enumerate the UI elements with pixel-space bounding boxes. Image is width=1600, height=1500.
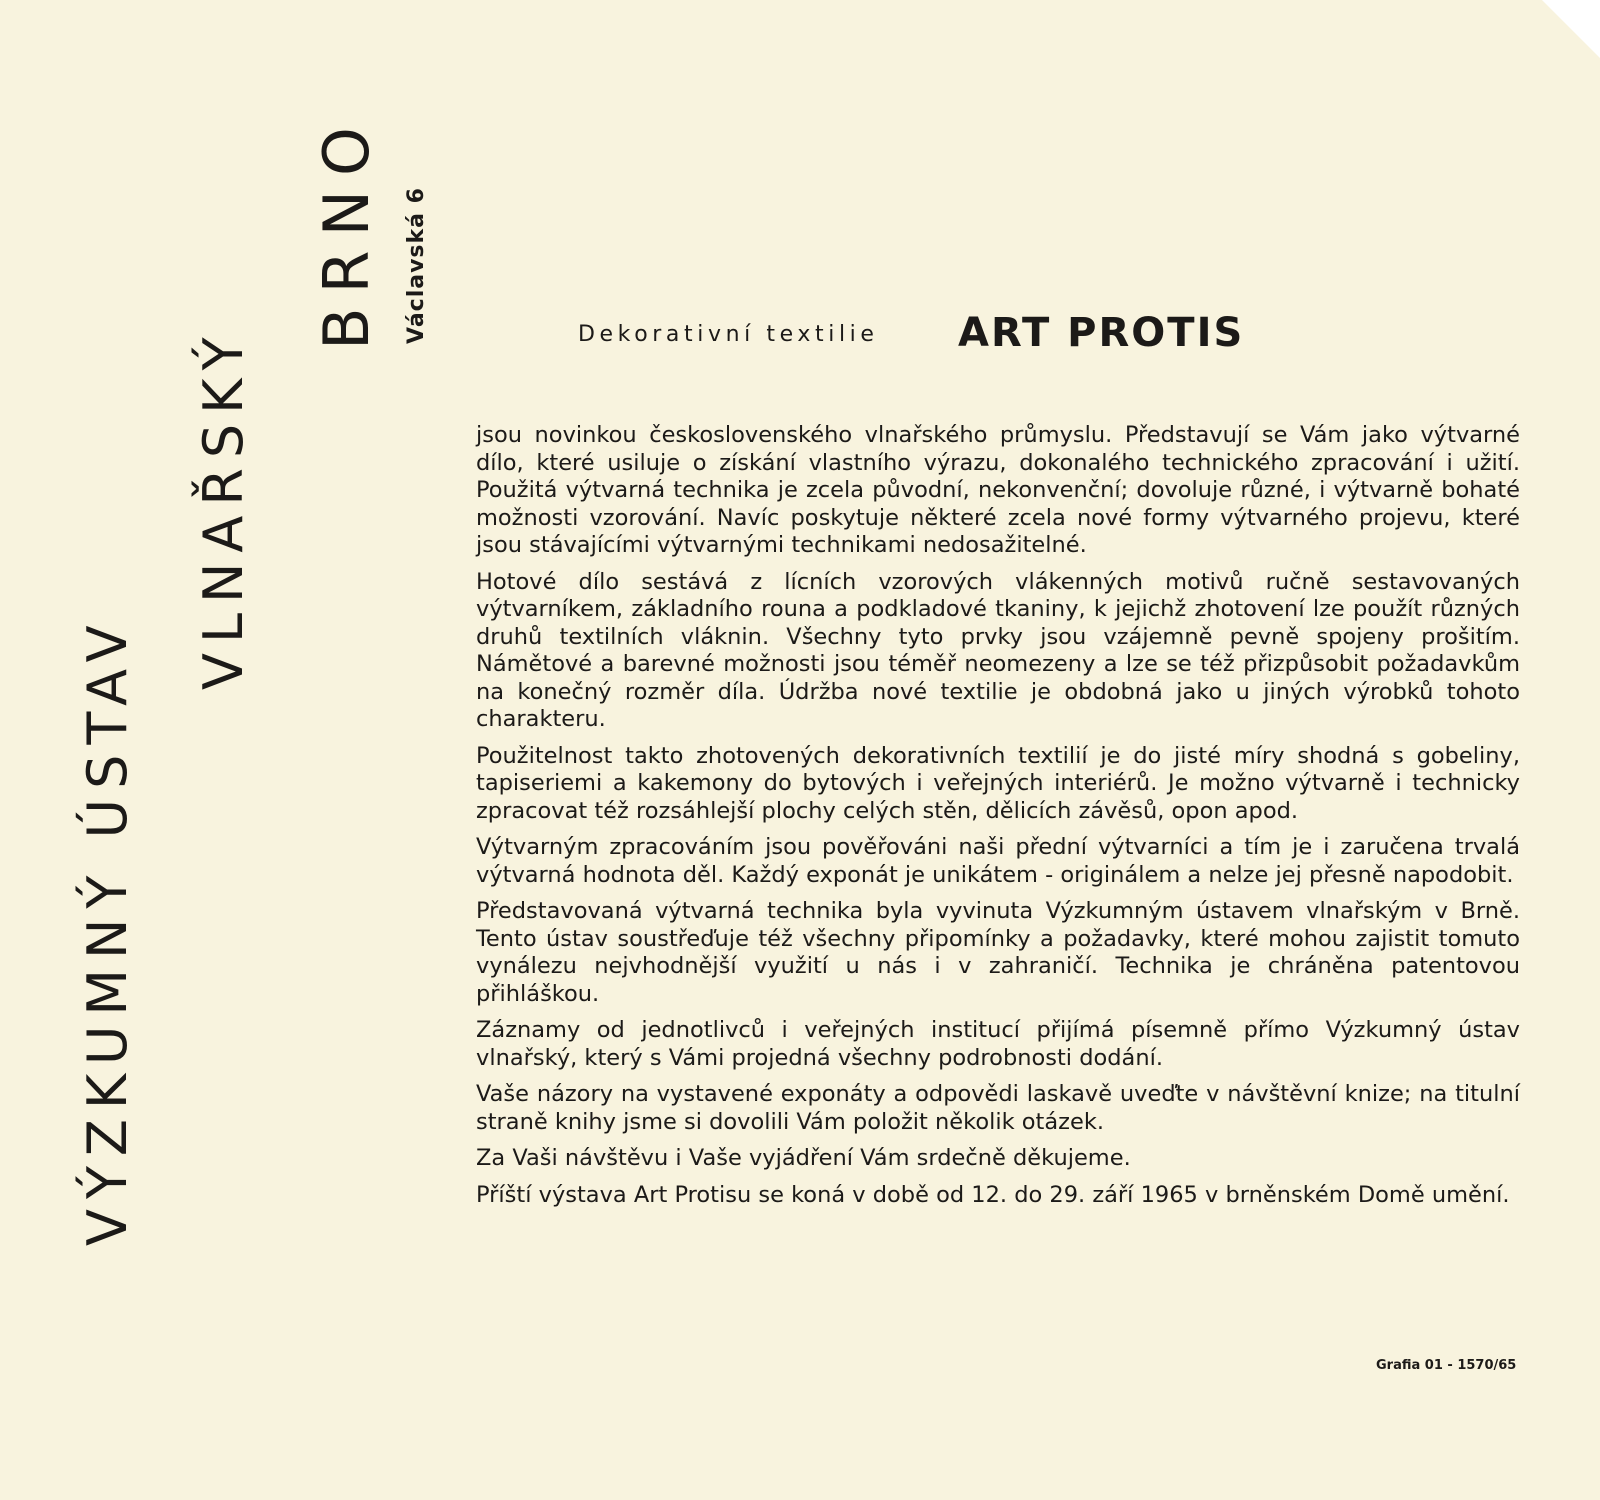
institute-field-vertical: VLNAŘSKÝ [192, 327, 255, 690]
paragraph: Vaše názory na vystavené exponáty a odpovědi laskavě uveďte v návštěvní knize; na titulní straně knihy jsme si dovolili Vám položit několik otázek. [476, 1081, 1520, 1135]
paragraph: Použitelnost takto zhotovených dekorativních textilií je do jisté míry shodná s gobeliny, tapiseriemi a kakemony do bytových i veřejných interiérů. Je možno výtvarně i technicky zpracovat též rozsáhlejší plochy celých stěn, dělicích závěsů, opon apod. [476, 742, 1520, 824]
paragraph: Představovaná výtvarná technika byla vyvinuta Výzkumným ústavem vlnařským v Brně. Tento ústav soustřeďuje též všechny připomínky a požadavky, které mohou zajistit tomuto vynálezu nejvhodnější využití u nás i v zahraničí. Technika je chráněna patentovou přihláškou. [476, 898, 1520, 1007]
title: ART PROTIS [958, 310, 1245, 356]
institute-name-vertical: VÝZKUMNÝ ÚSTAV [76, 615, 139, 1246]
body-text [476, 422, 1520, 1218]
paragraph: Příští výstava Art Protisu se koná v době od 12. do 29. září 1965 v brněnském Domě umění. [476, 1181, 1510, 1208]
paragraph: Výtvarným zpracováním jsou pověřováni naši přední výtvarníci a tím je i zaručena trvalá výtvarná hodnota děl. Každý exponát je unikátem - originálem a nelze jej přesně napodobit. [476, 834, 1520, 888]
subtitle: Dekorativní textilie [578, 322, 879, 347]
address-vertical: Václavská 6 [404, 187, 429, 344]
city-vertical: BRNO [310, 113, 383, 350]
paragraph: Za Vaši návštěvu i Vaše vyjádření Vám srdečně děkujeme. [476, 1145, 1131, 1171]
paragraph: Záznamy od jednotlivců i veřejných institucí přijímá písemně přímo Výzkumný ústav vlnařský, který s Vámi projedná všechny podrobnosti dodání. [476, 1017, 1520, 1071]
printer-imprint: Grafia 01 - 1570/65 [1376, 1358, 1517, 1373]
folded-corner [1542, 0, 1600, 58]
paragraph: Hotové dílo sestává z lícních vzorových vlákenných motivů ručně sestavovaných výtvarníkem, základního rouna a podkladové tkaniny, k jejichž zhotovení lze použít různých druhů textilních vláknin. Všechny tyto prvky jsou vzájemně pevně spojeny prošitím. Námětové a barevné možnosti jsou téměř neomezeny a lze se též přizpůsobit požadavkům na konečný rozměr díla. Údržba nové textilie je obdobná jako u jiných výrobků tohoto charakteru. [476, 568, 1520, 732]
paragraph: jsou novinkou československého vlnařského průmyslu. Představují se Vám jako výtvarné dílo, které usiluje o získání vlastního výrazu, dokonalého technického zpracování i užití. Použitá výtvarná technika je zcela původní, nekonvenční; dovoluje různé, i výtvarně bohaté možnosti vzorování. Navíc poskytuje některé zcela nové formy výtvarného projevu, které jsou stávajícími výtvarnými technikami nedosažitelné. [476, 422, 1520, 558]
